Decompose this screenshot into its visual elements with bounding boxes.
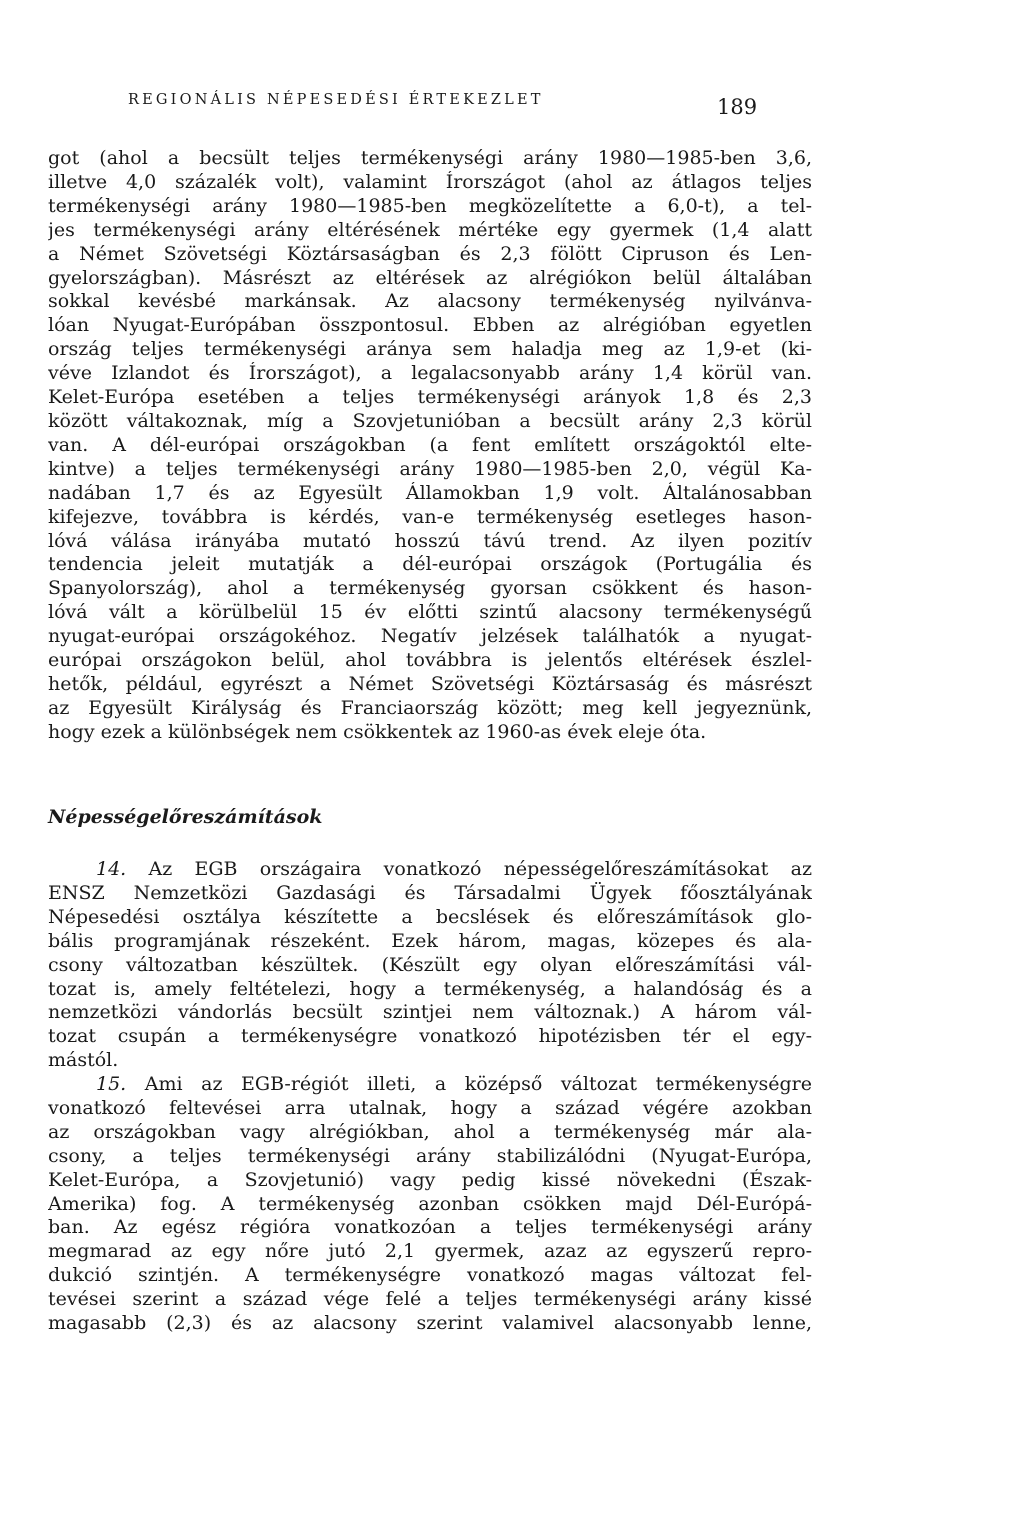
text-line: jes termékenységi arány eltérésének mértéke egy gyermek (1,4 alatt (48, 218, 812, 241)
text-line: lóvá válása irányába mutató hosszú távú trend. Az ilyen pozitív (48, 529, 812, 552)
text-line: európai országokon belül, ahol továbbra is jelentős eltérések észlel- (48, 649, 812, 672)
text-line: megmarad az egy nőre jutó 2,1 gyermek, azaz az egyszerű repro- (48, 1240, 812, 1263)
text-line: Spanyolország), ahol a termékenység gyorsan csökkent és hason- (48, 577, 812, 600)
text-line: vonatkozó feltevései arra utalnak, hogy a század végére azokban (48, 1096, 812, 1119)
text-line: termékenységi arány 1980—1985-ben megközelítette a 6,0-t), a tel- (48, 194, 812, 217)
text-line: tozat is, amely feltételezi, hogy a termékenység, a halandóság és a (48, 977, 812, 1000)
text-line: között váltakoznak, míg a Szovjetunióban a becsült arány 2,3 körül (48, 409, 812, 432)
text-line: nyugat-európai országokéhoz. Negatív jelzések találhatók a nyugat- (48, 625, 812, 648)
text-line: csony változatban készültek. (Készült egy olyan előreszámítási vál- (48, 953, 812, 976)
text-line: Amerika) fog. A termékenység azonban csökken majd Dél-Európá- (48, 1192, 812, 1215)
text-line: bális programjának részeként. Ezek három, magas, közepes és ala- (48, 929, 812, 952)
text-line: tozat csupán a termékenységre vonatkozó hipotézisben tér el egy- (48, 1025, 812, 1048)
paragraph-number: 14. (96, 858, 127, 880)
text-line: Népesedési osztálya készítette a becslések és előreszámítások glo- (48, 905, 812, 928)
text-line: hogy ezek a különbségek nem csökkentek az 1960-as évek eleje óta. (48, 720, 707, 743)
text-line: ország teljes termékenységi aránya sem haladja meg az 1,9-et (ki- (48, 338, 812, 361)
paragraph-number: 15. (96, 1073, 127, 1095)
text-line: csony, a teljes termékenységi arány stabilizálódni (Nyugat-Európa, (48, 1144, 812, 1167)
section-title: Népességelőreszámítások (48, 806, 323, 828)
page-number: 189 (717, 95, 758, 119)
text-line: ban. Az egész régióra vonatkozóan a teljes termékenységi arány (48, 1216, 812, 1239)
paragraph-15 (48, 1073, 812, 1336)
text-line-content: Ami az EGB-régiót illeti, a középső változat termékenységre (126, 1073, 812, 1095)
text-line-content: Az EGB országaira vonatkozó népességelőreszámításokat az (126, 858, 812, 880)
text-line: nemzetközi vándorlás becsült szintjei nem változnak.) A három vál- (48, 1001, 812, 1024)
text-line: kintve) a teljes termékenységi arány 1980—1985-ben 2,0, végül Ka- (48, 457, 812, 480)
running-head: REGIONÁLIS NÉPESEDÉSI ÉRTEKEZLET (128, 92, 544, 108)
text-line: magasabb (2,3) és az alacsony szerint valamivel alacsonyabb lenne, (48, 1312, 812, 1335)
text-line: Kelet-Európa, a Szovjetunió) vagy pedig kissé növekedni (Észak- (48, 1168, 812, 1191)
text-line: sokkal kevésbé markánsak. Az alacsony termékenység nyilvánva- (48, 290, 812, 313)
paragraph-continuation (48, 147, 812, 745)
text-line: got (ahol a becsült teljes termékenységi arány 1980—1985-ben 3,6, (48, 147, 812, 169)
text-line: az országokban vagy alrégiókban, ahol a termékenység már ala- (48, 1120, 812, 1143)
text-line: lóan Nyugat-Európában összpontosul. Ebben az alrégióban egyetlen (48, 314, 812, 337)
text-line: tevései szerint a század vége felé a teljes termékenységi arány kissé (48, 1288, 812, 1311)
text-line: véve Izlandot és Írországot), a legalacsonyabb arány 1,4 körül van. (48, 362, 812, 385)
text-line: nadában 1,7 és az Egyesült Államokban 1,9 volt. Általánosabban (48, 481, 812, 504)
text-line: mástól. (48, 1049, 119, 1072)
text-line: dukció szintjén. A termékenységre vonatkozó magas változat fel- (48, 1264, 812, 1287)
text-line: tendencia jeleit mutatják a dél-európai országok (Portugália és (48, 553, 812, 576)
text-line: hetők, például, egyrészt a Német Szövetségi Köztársaság és másrészt (48, 672, 812, 695)
text-line (48, 1073, 812, 1097)
text-line: az Egyesült Királyság és Franciaország között; meg kell jegyeznünk, (48, 696, 812, 719)
text-line: ENSZ Nemzetközi Gazdasági és Társadalmi Ügyek főosztályának (48, 881, 812, 904)
paragraph-14 (48, 858, 812, 1073)
text-line: illetve 4,0 százalék volt), valamint Írországot (ahol az átlagos teljes (48, 170, 812, 193)
text-line: kifejezve, továbbra is kérdés, van-e termékenység esetleges hason- (48, 505, 812, 528)
text-line (48, 858, 812, 882)
text-line: a Német Szövetségi Köztársaságban és 2,3 fölött Cipruson és Len- (48, 242, 812, 265)
text-line: lóvá vált a körülbelül 15 év előtti szintű alacsony termékenységű (48, 601, 812, 624)
text-line: van. A dél-európai országokban (a fent említett országoktól elte- (48, 433, 812, 456)
text-line: Kelet-Európa esetében a teljes termékenységi arányok 1,8 és 2,3 (48, 386, 812, 409)
text-line: gyelországban). Másrészt az eltérések az alrégiókon belül általában (48, 266, 812, 289)
